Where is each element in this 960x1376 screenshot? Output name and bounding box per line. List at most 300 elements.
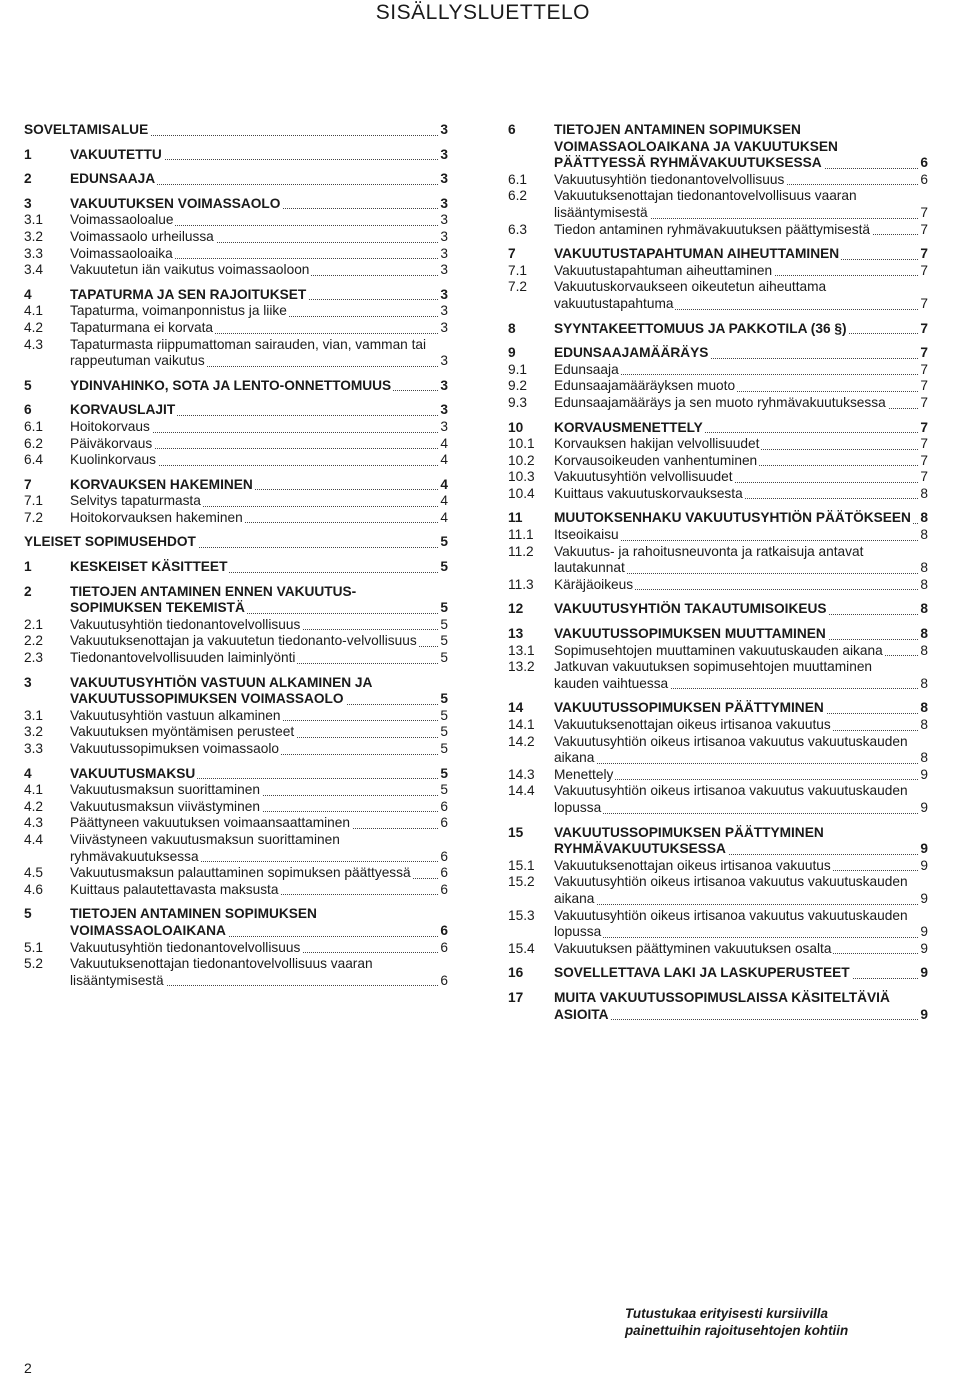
toc-entry-page: 6	[440, 815, 448, 831]
toc-entry-page: 5	[440, 616, 448, 632]
toc-entry-title: YDINVAHINKO, SOTA JA LENTO-ONNETTOMUUS	[70, 377, 392, 393]
toc-entry-title-wrap	[554, 469, 928, 486]
toc-entry[interactable]	[24, 815, 448, 832]
toc-right-column	[508, 122, 928, 1023]
toc-entry-page: 6	[440, 848, 448, 864]
toc-entry-number: 5.1	[24, 939, 44, 955]
toc-entry[interactable]	[508, 577, 928, 594]
dot-leader	[554, 904, 928, 905]
toc-entry-number: 10.2	[508, 452, 535, 468]
toc-entry-title: Tapaturma, voimanponnistus ja liike	[70, 303, 287, 319]
toc-entry-title-wrap	[70, 212, 448, 229]
toc-entry-page: 6	[440, 865, 448, 881]
toc-entry-title: Vakuutetun iän vaikutus voimassaoloon	[70, 262, 310, 278]
toc-entry-title: Selvitys tapaturmasta	[70, 493, 201, 509]
toc-entry-number: 14.3	[508, 766, 535, 782]
toc-entry-title: Viivästyneen vakuutusmaksun suorittaminen ryhmävakuutuksessa	[70, 831, 340, 864]
toc-entry-title-wrap	[554, 544, 928, 577]
toc-entry[interactable]	[508, 453, 928, 470]
toc-entry-title-wrap	[554, 222, 928, 239]
toc-entry[interactable]	[24, 675, 448, 708]
toc-entry[interactable]	[24, 419, 448, 436]
toc-entry[interactable]	[508, 858, 928, 875]
toc-entry[interactable]	[24, 262, 448, 279]
toc-entry-title-wrap	[70, 171, 448, 188]
toc-entry[interactable]	[24, 477, 448, 494]
toc-entry-title: Vakuutusyhtiön oikeus irtisanoa vakuutus vakuutuskauden lopussa	[554, 783, 908, 815]
toc-entry[interactable]	[508, 420, 928, 437]
toc-entry[interactable]	[508, 279, 928, 312]
toc-entry-title-wrap	[554, 858, 928, 875]
toc-entry[interactable]	[24, 212, 448, 229]
toc-entry-page: 9	[920, 799, 928, 815]
toc-entry[interactable]	[24, 147, 448, 164]
toc-entry-title-wrap	[70, 419, 448, 436]
toc-entry-title-wrap	[554, 188, 928, 221]
toc-entry-page: 3	[440, 245, 448, 261]
toc-entry-page: 5	[440, 534, 448, 550]
toc-entry-title-wrap	[70, 493, 448, 510]
toc-entry-title: VAKUUTUSSOPIMUKSEN PÄÄTTYMINEN	[554, 700, 824, 716]
toc-entry-title-wrap	[70, 147, 448, 164]
toc-entry-page: 3	[440, 122, 448, 137]
toc-entry-page: 5	[440, 741, 448, 756]
toc-entry-page: 6	[440, 881, 448, 897]
toc-entry-title-wrap	[70, 865, 448, 882]
toc-entry[interactable]	[24, 534, 448, 551]
toc-entry-number: 10	[508, 419, 524, 435]
toc-entry-number: 8	[508, 320, 516, 336]
toc-entry-page: 6	[920, 155, 928, 171]
toc-entry[interactable]	[24, 940, 448, 957]
toc-entry-title: Vakuutus- ja rahoitusneuvonta ja ratkaisuja antavat lautakunnat	[554, 543, 864, 576]
toc-entry-title: Vakuutussopimuksen voimassaolo	[70, 741, 279, 756]
toc-entry-number: 3.2	[24, 724, 44, 740]
toc-entry-title-wrap	[554, 246, 928, 263]
toc-entry-page: 3	[440, 418, 448, 434]
toc-entry-title-wrap	[70, 477, 448, 494]
toc-entry[interactable]	[24, 708, 448, 725]
toc-entry-number: 2.2	[24, 633, 44, 649]
toc-entry-title: Vakuutusyhtiön tiedonantovelvollisuus	[70, 616, 301, 632]
toc-entry[interactable]	[508, 263, 928, 280]
toc-entry-page: 7	[920, 419, 928, 435]
toc-entry-title: Käräjäoikeus	[554, 576, 634, 592]
toc-entry-page: 6	[440, 939, 448, 955]
toc-entry-page: 3	[440, 377, 448, 393]
toc-entry[interactable]	[508, 874, 928, 907]
toc-entry[interactable]	[24, 122, 448, 139]
toc-entry-title-wrap	[554, 941, 928, 958]
footer-note	[625, 1306, 925, 1339]
toc-entry-number: 7.2	[508, 279, 528, 295]
toc-entry-title: Vakuutusmaksun viivästyminen	[70, 798, 260, 814]
toc-entry-page: 7	[920, 469, 928, 485]
toc-entry-number: 17	[508, 989, 524, 1005]
toc-entry-number: 2.3	[24, 650, 44, 666]
toc-entry-title: Tiedonantovelvollisuuden laiminlyönti	[70, 650, 296, 666]
toc-entry[interactable]	[24, 559, 448, 576]
toc-entry[interactable]	[508, 717, 928, 734]
toc-entry-number: 4.3	[24, 815, 44, 831]
toc-entry[interactable]	[24, 303, 448, 320]
toc-entry-title-wrap	[554, 825, 928, 858]
toc-entry-title-wrap	[70, 378, 448, 395]
toc-entry-page: 9	[920, 965, 928, 981]
toc-entry-title: SOVELTAMISALUE	[24, 122, 149, 137]
toc-entry-number: 9.1	[508, 361, 528, 377]
toc-entry-title: Edunsaaja	[554, 361, 619, 377]
toc-entry[interactable]	[24, 741, 448, 758]
toc-entry-title-wrap	[70, 782, 448, 799]
toc-entry[interactable]	[24, 337, 448, 370]
toc-entry[interactable]	[508, 172, 928, 189]
toc-entry-title-wrap	[554, 990, 928, 1023]
toc-entry-title: Vakuutuksenottajan tiedonantovelvollisuus vaaran lisääntymisestä	[70, 956, 373, 988]
toc-entry-title-wrap	[554, 527, 928, 544]
toc-entry-title: SOVELLETTAVA LAKI JA LASKUPERUSTEET	[554, 965, 850, 981]
toc-entry[interactable]	[24, 782, 448, 799]
toc-entry-title: Tapaturmana ei korvata	[70, 319, 214, 335]
toc-entry-title: TAPATURMA JA SEN RAJOITUKSET	[70, 286, 307, 302]
toc-entry-title: Hoitokorvauksen hakeminen	[70, 509, 243, 525]
toc-entry-title: Vakuutusyhtiön velvollisuudet	[554, 469, 733, 485]
toc-entry-title: Menettely	[554, 766, 614, 782]
toc-entry-number: 1	[24, 559, 32, 575]
toc-entry-number: 9.2	[508, 378, 528, 394]
toc-entry-number: 6	[508, 122, 516, 137]
toc-entry-page: 8	[920, 700, 928, 716]
toc-entry[interactable]	[508, 122, 928, 172]
toc-entry[interactable]	[24, 196, 448, 213]
toc-entry-page: 7	[920, 295, 928, 311]
toc-entry-number: 7.1	[24, 493, 44, 509]
toc-entry-title-wrap	[70, 452, 448, 469]
toc-entry-title-wrap	[70, 584, 448, 617]
toc-entry-page: 5	[440, 765, 448, 781]
toc-entry[interactable]	[508, 436, 928, 453]
toc-entry-number: 11.2	[508, 543, 534, 559]
toc-entry-title: MUUTOKSENHAKU VAKUUTUSYHTIÖN PÄÄTÖKSEEN	[554, 510, 911, 526]
toc-entry-number: 11	[508, 510, 523, 526]
toc-entry-page: 6	[440, 922, 448, 938]
toc-entry[interactable]	[24, 287, 448, 304]
toc-entry-page: 4	[440, 493, 448, 509]
toc-entry-title: Vakuutuskorvaukseen oikeutetun aiheuttama vakuutustapahtuma	[554, 279, 827, 311]
toc-entry-title-wrap	[554, 700, 928, 717]
toc-entry-page: 7	[920, 221, 928, 237]
toc-entry[interactable]	[508, 188, 928, 221]
toc-entry[interactable]	[24, 865, 448, 882]
toc-entry-number: 15.1	[508, 857, 535, 873]
toc-entry[interactable]	[508, 908, 928, 941]
toc-entry-title-wrap	[70, 675, 448, 708]
toc-entry[interactable]	[508, 601, 928, 618]
toc-left-column	[24, 122, 448, 989]
dot-leader	[554, 763, 928, 764]
toc-entry-number: 3.1	[24, 707, 44, 723]
toc-entry[interactable]	[24, 650, 448, 667]
toc-entry[interactable]	[24, 378, 448, 395]
toc-entry-title: Vakuutuksenottajan oikeus irtisanoa vakuutus	[554, 857, 831, 873]
toc-entry[interactable]	[508, 362, 928, 379]
toc-entry-title-wrap	[70, 559, 448, 576]
toc-entry-number: 2	[24, 171, 32, 187]
toc-entry-title-wrap	[70, 246, 448, 263]
toc-entry-page: 9	[920, 1006, 928, 1022]
toc-entry[interactable]	[24, 617, 448, 634]
toc-entry[interactable]	[508, 990, 928, 1023]
toc-entry-title: VAKUUTUSSOPIMUKSEN PÄÄTTYMINEN RYHMÄVAKUUTUKSESSA	[554, 824, 824, 857]
toc-entry[interactable]	[508, 700, 928, 717]
toc-entry[interactable]	[24, 436, 448, 453]
toc-entry-number: 7.1	[508, 262, 528, 278]
toc-entry-title: Edunsaajamääräys ja sen muoto ryhmävakuutuksessa	[554, 394, 886, 410]
toc-entry[interactable]	[24, 766, 448, 783]
toc-entry[interactable]	[508, 825, 928, 858]
toc-entry-title: EDUNSAAJA	[70, 171, 156, 187]
toc-entry-title: VAKUUTETTU	[70, 146, 162, 162]
toc-entry-page: 3	[440, 286, 448, 302]
toc-entry[interactable]	[508, 941, 928, 958]
toc-entry[interactable]	[24, 956, 448, 989]
toc-entry[interactable]	[24, 402, 448, 419]
toc-entry-title-wrap	[70, 320, 448, 337]
toc-entry[interactable]	[24, 510, 448, 527]
toc-entry-title: VAKUUTUKSEN VOIMASSAOLO	[70, 195, 281, 211]
toc-entry[interactable]	[508, 486, 928, 503]
toc-entry-page: 5	[440, 633, 448, 649]
toc-entry-page: 4	[440, 452, 448, 468]
toc-entry-page: 8	[920, 750, 928, 766]
toc-entry-page: 3	[440, 228, 448, 244]
toc-entry-title-wrap	[554, 345, 928, 362]
toc-entry-number: 6.1	[24, 418, 44, 434]
toc-entry-title: Itseoikaisu	[554, 527, 619, 543]
toc-entry-number: 3	[24, 674, 32, 690]
toc-entry[interactable]	[508, 767, 928, 784]
toc-entry-number: 15	[508, 824, 524, 840]
toc-entry-number: 4.6	[24, 881, 44, 897]
toc-entry-title: Vakuutustapahtuman aiheuttaminen	[554, 262, 773, 278]
toc-entry[interactable]	[24, 171, 448, 188]
toc-entry-title-wrap	[70, 799, 448, 816]
toc-entry[interactable]	[24, 906, 448, 939]
toc-entry-title-wrap	[554, 659, 928, 692]
toc-entry[interactable]	[508, 246, 928, 263]
toc-entry-title-wrap	[70, 262, 448, 279]
toc-entry[interactable]	[24, 246, 448, 263]
toc-entry-title: KESKEISET KÄSITTEET	[70, 559, 228, 575]
toc-entry-title: Voimassaoloaika	[70, 245, 173, 261]
toc-entry[interactable]	[24, 832, 448, 865]
toc-entry-page: 8	[920, 626, 928, 642]
toc-entry-number: 15.2	[508, 874, 535, 890]
toc-entry-number: 4.1	[24, 303, 44, 319]
toc-entry-title: EDUNSAAJAMÄÄRÄYS	[554, 345, 709, 361]
toc-entry-page: 7	[920, 436, 928, 452]
toc-entry-number: 16	[508, 965, 524, 981]
toc-entry-title: Vakuutuksen myöntämisen perusteet	[70, 724, 295, 740]
toc-entry-number: 4.3	[24, 336, 44, 352]
toc-entry-title-wrap	[554, 626, 928, 643]
toc-entry-title-wrap	[24, 534, 448, 551]
toc-entry[interactable]	[508, 222, 928, 239]
toc-entry[interactable]	[508, 395, 928, 412]
toc-entry-title: Tapaturmasta riippumattoman sairauden, vian, vamman tai rappeutuman vaikutus	[70, 336, 427, 369]
toc-entry-title: Voimassaoloalue	[70, 212, 174, 228]
toc-entry-title: Hoitokorvaus	[70, 418, 150, 434]
toc-entry-number: 15.3	[508, 907, 535, 923]
toc-entry-title-wrap	[70, 906, 448, 939]
toc-entry-number: 6.4	[24, 452, 44, 468]
toc-entry-number: 11.3	[508, 576, 534, 592]
toc-entry-title-wrap	[554, 767, 928, 784]
toc-entry-number: 6.3	[508, 221, 528, 237]
toc-entry-title: Vakuutusyhtiön tiedonantovelvollisuus	[554, 171, 785, 187]
toc-entry-number: 4.1	[24, 782, 44, 798]
toc-entry[interactable]	[508, 965, 928, 982]
toc-entry-number: 13.2	[508, 659, 535, 675]
toc-entry-number: 10.4	[508, 485, 535, 501]
toc-entry-title: YLEISET SOPIMUSEHDOT	[24, 534, 196, 550]
toc-entry-number: 6.2	[24, 435, 44, 451]
toc-entry-page: 9	[920, 841, 928, 857]
toc-entry-title-wrap	[554, 734, 928, 767]
toc-entry-number: 4	[24, 286, 32, 302]
toc-entry-title-wrap	[70, 956, 448, 989]
toc-entry-page: 3	[440, 146, 448, 162]
toc-entry-number: 10.1	[508, 436, 535, 452]
toc-entry[interactable]	[508, 378, 928, 395]
toc-entry-number: 1	[24, 146, 32, 162]
toc-entry-page: 9	[920, 857, 928, 873]
toc-entry-page: 8	[920, 717, 928, 732]
toc-entry-title-wrap	[554, 420, 928, 437]
toc-entry-number: 14.1	[508, 717, 535, 732]
toc-entry-page: 3	[440, 353, 448, 369]
toc-entry-title-wrap	[554, 453, 928, 470]
toc-entry-title-wrap	[70, 724, 448, 741]
toc-entry[interactable]	[508, 469, 928, 486]
toc-entry[interactable]	[508, 321, 928, 338]
toc-entry-page: 9	[920, 924, 928, 940]
toc-entry-title: TIETOJEN ANTAMINEN SOPIMUKSEN VOIMASSAOLOAIKANA JA VAKUUTUKSEN PÄÄTTYESSÄ RYHMÄVAKUUTUKSESSA	[554, 122, 838, 171]
toc-entry-title: KORVAUKSEN HAKEMINEN	[70, 476, 253, 492]
toc-entry[interactable]	[508, 626, 928, 643]
toc-entry-title-wrap	[554, 436, 928, 453]
dot-leader	[554, 937, 928, 938]
toc-entry-title: Kuolinkorvaus	[70, 452, 156, 468]
toc-entry[interactable]	[24, 452, 448, 469]
toc-entry-title-wrap	[70, 287, 448, 304]
toc-entry[interactable]	[24, 229, 448, 246]
toc-entry-page: 3	[440, 195, 448, 211]
toc-entry-number: 9.3	[508, 394, 528, 410]
toc-entry-page: 7	[920, 345, 928, 361]
toc-entry-number: 13	[508, 626, 524, 642]
toc-entry-title: Vakuutuksen päättyminen vakuutuksen osalta	[554, 940, 832, 956]
toc-entry[interactable]	[24, 493, 448, 510]
toc-entry[interactable]	[508, 544, 928, 577]
toc-entry-page: 9	[920, 940, 928, 956]
toc-entry-page: 7	[920, 204, 928, 220]
toc-entry-number: 12	[508, 601, 524, 617]
toc-entry-page: 8	[920, 576, 928, 592]
page-title: SISÄLLYSLUETTELO	[375, 1, 590, 24]
toc-entry-title-wrap	[554, 783, 928, 816]
toc-entry-title-wrap	[554, 965, 928, 982]
toc-entry[interactable]	[24, 882, 448, 899]
toc-entry[interactable]	[508, 783, 928, 816]
toc-entry-number: 14	[508, 700, 524, 716]
toc-entry[interactable]	[24, 320, 448, 337]
toc-entry-number: 10.3	[508, 469, 535, 485]
toc-entry[interactable]	[24, 584, 448, 617]
toc-entry[interactable]	[24, 724, 448, 741]
toc-entry-title: VAKUUTUSSOPIMUKSEN MUUTTAMINEN	[554, 626, 826, 642]
toc-entry[interactable]	[24, 799, 448, 816]
toc-entry-page: 8	[920, 675, 928, 691]
toc-entry-number: 5	[24, 906, 32, 922]
toc-entry-title-wrap	[70, 940, 448, 957]
toc-entry-title: Voimassaolo urheilussa	[70, 228, 214, 244]
toc-entry-title-wrap	[554, 378, 928, 395]
toc-entry-number: 14.4	[508, 783, 535, 799]
toc-entry-page: 8	[920, 560, 928, 576]
toc-entry-title-wrap	[70, 196, 448, 213]
toc-entry[interactable]	[508, 659, 928, 692]
toc-entry-number: 7.2	[24, 509, 44, 525]
toc-entry[interactable]	[508, 527, 928, 544]
toc-entry-title: Kuittaus vakuutuskorvauksesta	[554, 485, 743, 501]
toc-entry-title-wrap	[554, 172, 928, 189]
toc-entry-page: 4	[440, 476, 448, 492]
toc-entry-title: TIETOJEN ANTAMINEN ENNEN VAKUUTUS-SOPIMUKSEN TEKEMISTÄ	[70, 583, 357, 616]
toc-entry[interactable]	[24, 633, 448, 650]
toc-entry-title: Päiväkorvaus	[70, 435, 153, 451]
toc-entry-title: MUITA VAKUUTUSSOPIMUSLAISSA KÄSITELTÄVIÄ ASIOITA	[554, 989, 890, 1022]
toc-entry-page: 8	[920, 510, 928, 526]
toc-entry-title-wrap	[554, 362, 928, 379]
toc-entry-number: 4.2	[24, 798, 44, 814]
toc-entry-page: 3	[440, 212, 448, 228]
toc-entry[interactable]	[508, 734, 928, 767]
toc-entry-number: 3	[24, 195, 32, 211]
toc-entry-title: KORVAUSMENETTELY	[554, 419, 703, 435]
toc-entry[interactable]	[508, 510, 928, 527]
toc-entry-title-wrap	[70, 815, 448, 832]
toc-entry-page: 6	[440, 972, 448, 988]
toc-entry-page: 8	[920, 485, 928, 501]
toc-entry[interactable]	[508, 643, 928, 660]
toc-entry-title: VAKUUTUSTAPAHTUMAN AIHEUTTAMINEN	[554, 246, 840, 262]
toc-entry-number: 11.1	[508, 527, 534, 543]
toc-entry-title-wrap	[554, 122, 928, 172]
toc-entry[interactable]	[508, 345, 928, 362]
toc-entry-number: 7	[508, 246, 516, 262]
toc-entry-title: KORVAUSLAJIT	[70, 402, 176, 418]
toc-entry-title-wrap	[70, 510, 448, 527]
toc-entry-page: 8	[920, 527, 928, 543]
toc-entry-page: 5	[440, 707, 448, 723]
toc-entry-page: 3	[440, 262, 448, 278]
toc-entry-number: 3.1	[24, 212, 44, 228]
toc-entry-number: 5.2	[24, 956, 44, 972]
toc-entry-page: 8	[920, 601, 928, 617]
toc-entry-title-wrap	[70, 633, 448, 650]
toc-entry-page: 5	[440, 600, 448, 616]
